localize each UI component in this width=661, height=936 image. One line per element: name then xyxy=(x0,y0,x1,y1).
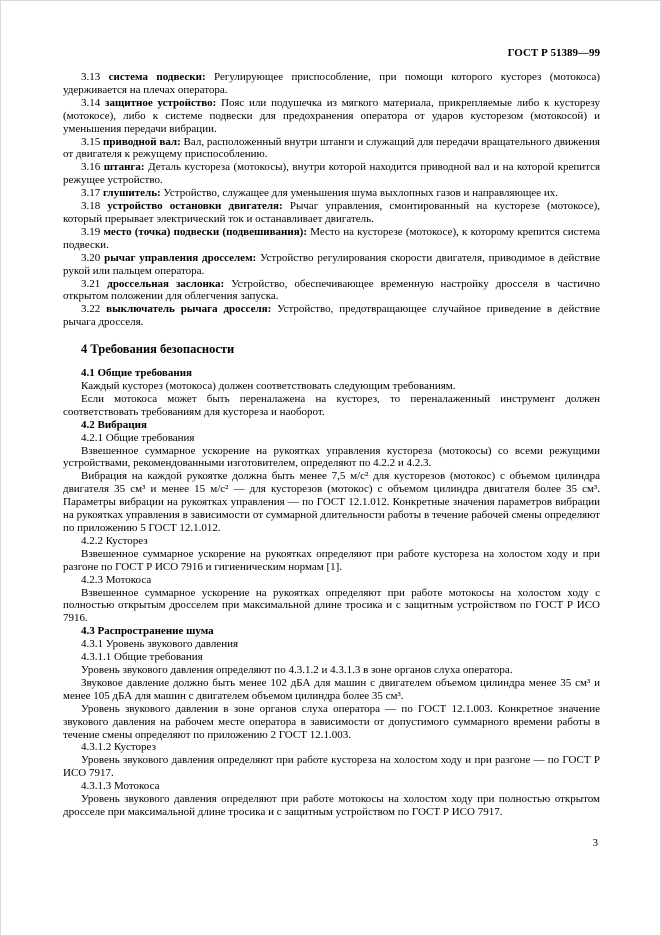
paragraph: Уровень звукового давления определяют по 4.3.1.2 и 4.3.1.3 в зоне органов слуха оператора. xyxy=(81,663,513,676)
term-name: приводной вал: xyxy=(103,135,181,148)
clause-heading: 4.3.1 Уровень звукового давления xyxy=(81,638,239,651)
term-item xyxy=(63,226,600,252)
clause-heading: 4.2.3 Мотокоса xyxy=(81,573,152,586)
section-heading-safety-requirements: 4 Требования безопасности xyxy=(81,342,235,357)
term-name: место (точка) подвески (подвешивания): xyxy=(103,225,308,238)
term-definition: Вал, расположенный внутри штанги и служащий для передачи вращательного движения от двигателя к режущему приспособлению. xyxy=(63,135,600,161)
clause-heading: 4.2.1 Общие требования xyxy=(81,431,195,444)
term-number: 3.15 xyxy=(81,135,101,148)
subsection-heading: 4.3 Распространение шума xyxy=(81,625,214,638)
term-name: рычаг управления дросселем: xyxy=(104,251,257,264)
term-definition: Устройство, предотвращающее случайное приведение в действие рычага дросселя. xyxy=(63,303,601,329)
paragraph: Уровень звукового давления в зоне органов слуха оператора — по ГОСТ 12.1.003. Конкретное значение звукового давления на рабочем месте оператора в зависимости от допустимого суммарного времени работы в течение смены определяют по приложению 2 ГОСТ 12.1.003. xyxy=(63,702,600,741)
page-number: 3 xyxy=(592,837,598,849)
term-number: 3.18 xyxy=(81,200,101,213)
term-item xyxy=(63,71,600,97)
term-item xyxy=(63,161,600,187)
term-definition: Устройство регулирования скорости двигателя, приводимое в действие рукой или пальцем оператора. xyxy=(63,251,601,277)
term-name: система подвески: xyxy=(108,71,206,83)
clause-heading: 4.3.1.1 Общие требования xyxy=(81,651,203,664)
term-definition: Регулирующее приспособление, при помощи которого кусторез (мотокоса) удерживается на плечах оператора. xyxy=(63,71,600,96)
term-number: 3.22 xyxy=(81,303,101,316)
paragraph: Уровень звукового давления определяют при работе кустореза на холостом ходу и при разгоне — по ГОСТ Р ИСО 7917. xyxy=(63,754,600,780)
term-item xyxy=(63,200,600,226)
term-number: 3.13 xyxy=(81,71,101,83)
term-number: 3.21 xyxy=(81,277,101,290)
safety-requirements-section xyxy=(63,367,600,819)
term-name: выключатель рычага дросселя: xyxy=(106,303,272,316)
paragraph: Каждый кусторез (мотокоса) должен соответствовать следующим требованиям. xyxy=(81,380,456,393)
paragraph: Звуковое давление должно быть менее 102 дБА для машин с двигателем объемом цилиндра менее 35 см³ и менее 105 дБА для машин с двигателем объемом цилиндра более 35 см³. xyxy=(63,676,600,702)
term-item xyxy=(63,278,600,304)
term-item xyxy=(63,303,600,329)
paragraph: Если мотокоса может быть переналажена на кусторез, то переналаженный инструмент должен соответствовать требованиям для кустореза и наоборот. xyxy=(63,392,600,418)
term-number: 3.17 xyxy=(81,187,101,200)
paragraph: Вибрация на каждой рукоятке должна быть менее 7,5 м/с² для кусторезов (мотокос) с объемом цилиндра двигателя 35 см³ и менее 15 м/с² — для кусторезов (мотокос) с объемом цилиндра двигателя более 35 см³. Параметры вибрации на рукоятках управления — по ГОСТ 12.1.012. Конкретные значения параметров вибрации на рукоятках управления в зависимости от суммарной длительности работы в течение рабочей смены определяют по приложению 5 ГОСТ 12.1.012. xyxy=(63,470,600,534)
term-number: 3.16 xyxy=(81,161,101,174)
term-definition: Место на кусторезе (мотокосе), к которому крепится система подвески. xyxy=(63,225,600,251)
paragraph: Взвешенное суммарное ускорение на рукоятках определяют при работе мотокосы на холостом ходу с полностью открытым дросселем при максимальной длине тросика и с защитным устройством по ГОСТ Р ИСО 7916. xyxy=(63,586,600,625)
term-item xyxy=(63,252,600,278)
term-definition: Устройство, служащее для уменьшения шума выхлопных газов и направляющее их. xyxy=(163,187,558,200)
terms-section xyxy=(63,71,600,329)
term-name: дроссельная заслонка: xyxy=(107,277,225,290)
term-number: 3.20 xyxy=(81,251,101,264)
term-name: устройство остановки двигателя: xyxy=(107,200,283,213)
term-definition: Устройство, обеспечивающее временную настройку дросселя в частично открытом положении для облегчения запуска. xyxy=(63,277,601,303)
term-definition: Пояс или подушечка из мягкого материала, прикрепляемые либо к кусторезу (мотокосе), либо к системе подвески для предохранения оператора от ударов кусторезом (мотокосой) и уменьшения передачи вибрации. xyxy=(63,96,601,135)
term-number: 3.19 xyxy=(81,225,101,238)
paragraph: Уровень звукового давления определяют при работе мотокосы на холостом ходу при полностью открытом дросселе при максимальной длине тросика и с защитным устройством по ГОСТ Р ИСО 7917. xyxy=(63,793,600,818)
subsection-heading: 4.1 Общие требования xyxy=(81,367,192,380)
subsection-heading: 4.2 Вибрация xyxy=(81,418,147,431)
clause-heading: 4.3.1.3 Мотокоса xyxy=(81,780,160,793)
term-name: штанга: xyxy=(103,161,145,174)
term-number: 3.14 xyxy=(81,96,101,109)
term-item xyxy=(63,187,600,200)
paragraph: Взвешенное суммарное ускорение на рукоятках определяют при работе кустореза на холостом ходу и при разгоне по ГОСТ Р ИСО 7916 и гигиеническим нормам [1]. xyxy=(63,547,600,573)
document-number-header: ГОСТ Р 51389—99 xyxy=(507,47,600,59)
clause-heading: 4.2.2 Кусторез xyxy=(81,534,148,547)
paragraph: Взвешенное суммарное ускорение на рукоятках управления кустореза (мотокосы) со всеми режущими устройствами, рекомендованными изготовителем, определяют по 4.2.2 и 4.2.3. xyxy=(63,444,600,470)
term-name: защитное устройство: xyxy=(105,96,217,109)
term-name: глушитель: xyxy=(103,187,161,200)
term-item xyxy=(63,97,600,136)
term-item xyxy=(63,136,600,162)
clause-heading: 4.3.1.2 Кусторез xyxy=(81,741,156,754)
term-definition: Деталь кустореза (мотокосы), внутри которой находится приводной вал и на которой крепится режущее устройство. xyxy=(63,161,601,187)
term-definition: Рычаг управления, смонтированный на кусторезе (мотокосе), который прерывает электрический ток и останавливает двигатель. xyxy=(63,200,601,225)
